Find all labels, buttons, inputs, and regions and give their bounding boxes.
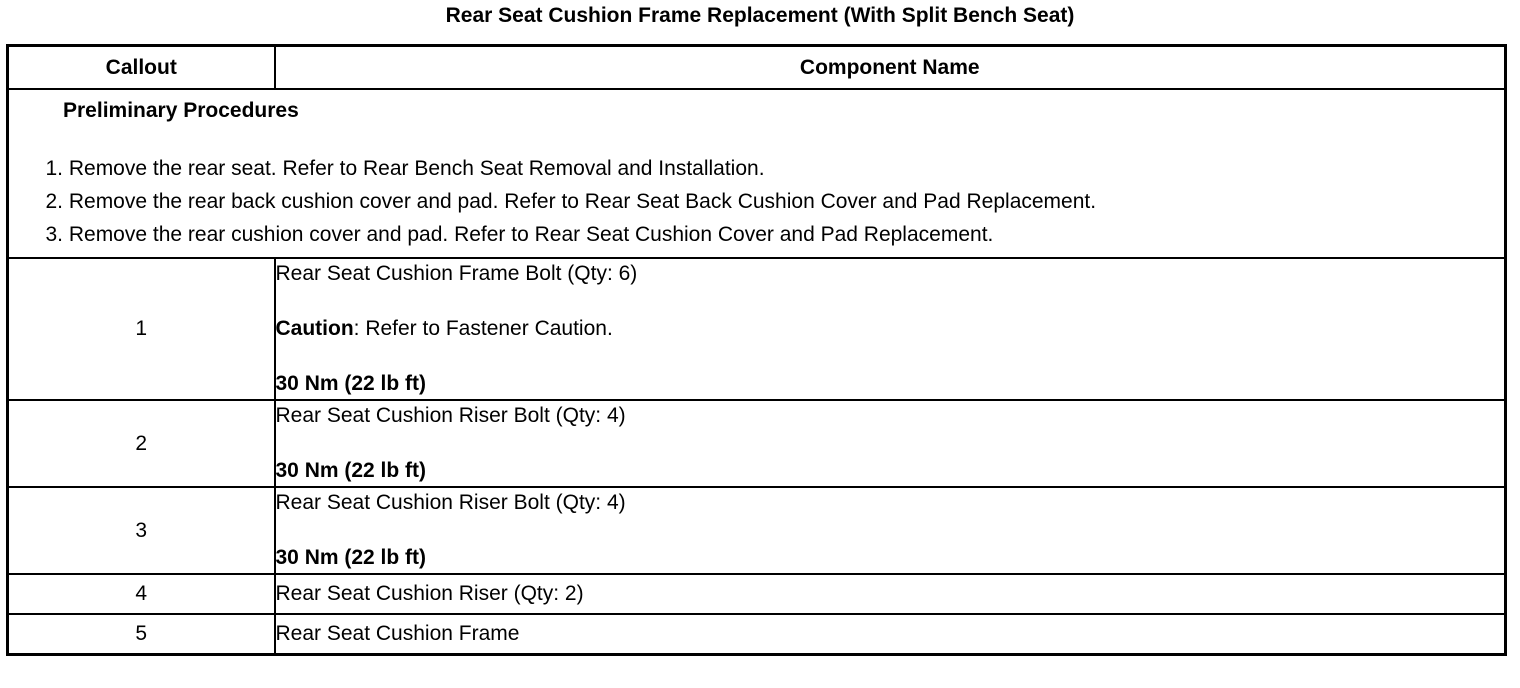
step-text: Remove the rear seat. Refer to Rear Bench Seat Removal and Installation. (68, 157, 765, 180)
callout-cell: 2 (8, 400, 275, 487)
component-name-column-header: Component Name (275, 46, 1506, 90)
step-text: Remove the rear back cushion cover and pad. Refer to Rear Seat Back Cushion Cover and Pad Replacement. (68, 190, 1097, 213)
component-cell (275, 614, 1506, 655)
preliminary-procedures-row (8, 89, 1506, 258)
preliminary-step (9, 218, 1504, 251)
callout-cell: 4 (8, 574, 275, 614)
table-row (8, 258, 1506, 400)
caution-label: Caution (275, 317, 354, 340)
table-row (8, 400, 1506, 487)
torque-spec: 30 Nm (22 lb ft) (275, 372, 427, 395)
component-name: Rear Seat Cushion Frame (275, 622, 520, 645)
component-name: Rear Seat Cushion Riser (Qty: 2) (275, 582, 584, 605)
callout-cell: 3 (8, 487, 275, 574)
caution-text: : Refer to Fastener Caution. (353, 317, 613, 340)
component-table (6, 44, 1507, 656)
component-name: Rear Seat Cushion Riser Bolt (Qty: 4) (275, 404, 626, 427)
table-row (8, 614, 1506, 655)
component-cell (275, 574, 1506, 614)
preliminary-step (9, 152, 1504, 185)
step-number: 2. (45, 190, 63, 213)
torque-spec: 30 Nm (22 lb ft) (275, 546, 427, 569)
step-number: 1. (45, 157, 63, 180)
step-text: Remove the rear cushion cover and pad. Refer to Rear Seat Cushion Cover and Pad Replacement. (68, 223, 994, 246)
component-cell (275, 258, 1506, 400)
document-title: Rear Seat Cushion Frame Replacement (With Split Bench Seat) (445, 4, 1075, 27)
component-cell (275, 487, 1506, 574)
component-name: Rear Seat Cushion Frame Bolt (Qty: 6) (275, 262, 638, 285)
table-row (8, 574, 1506, 614)
table-header-row (8, 46, 1506, 90)
callout-column-header: Callout (8, 46, 275, 90)
preliminary-steps-list (9, 152, 1504, 251)
caution-note (276, 314, 1505, 344)
component-name: Rear Seat Cushion Riser Bolt (Qty: 4) (275, 491, 626, 514)
torque-spec: 30 Nm (22 lb ft) (275, 459, 427, 482)
preliminary-step (9, 185, 1504, 218)
preliminary-procedures-heading: Preliminary Procedures (63, 99, 299, 122)
callout-cell: 5 (8, 614, 275, 655)
component-cell (275, 400, 1506, 487)
preliminary-procedures-cell (8, 89, 1506, 258)
step-number: 3. (45, 223, 63, 246)
table-row (8, 487, 1506, 574)
callout-cell: 1 (8, 258, 275, 400)
